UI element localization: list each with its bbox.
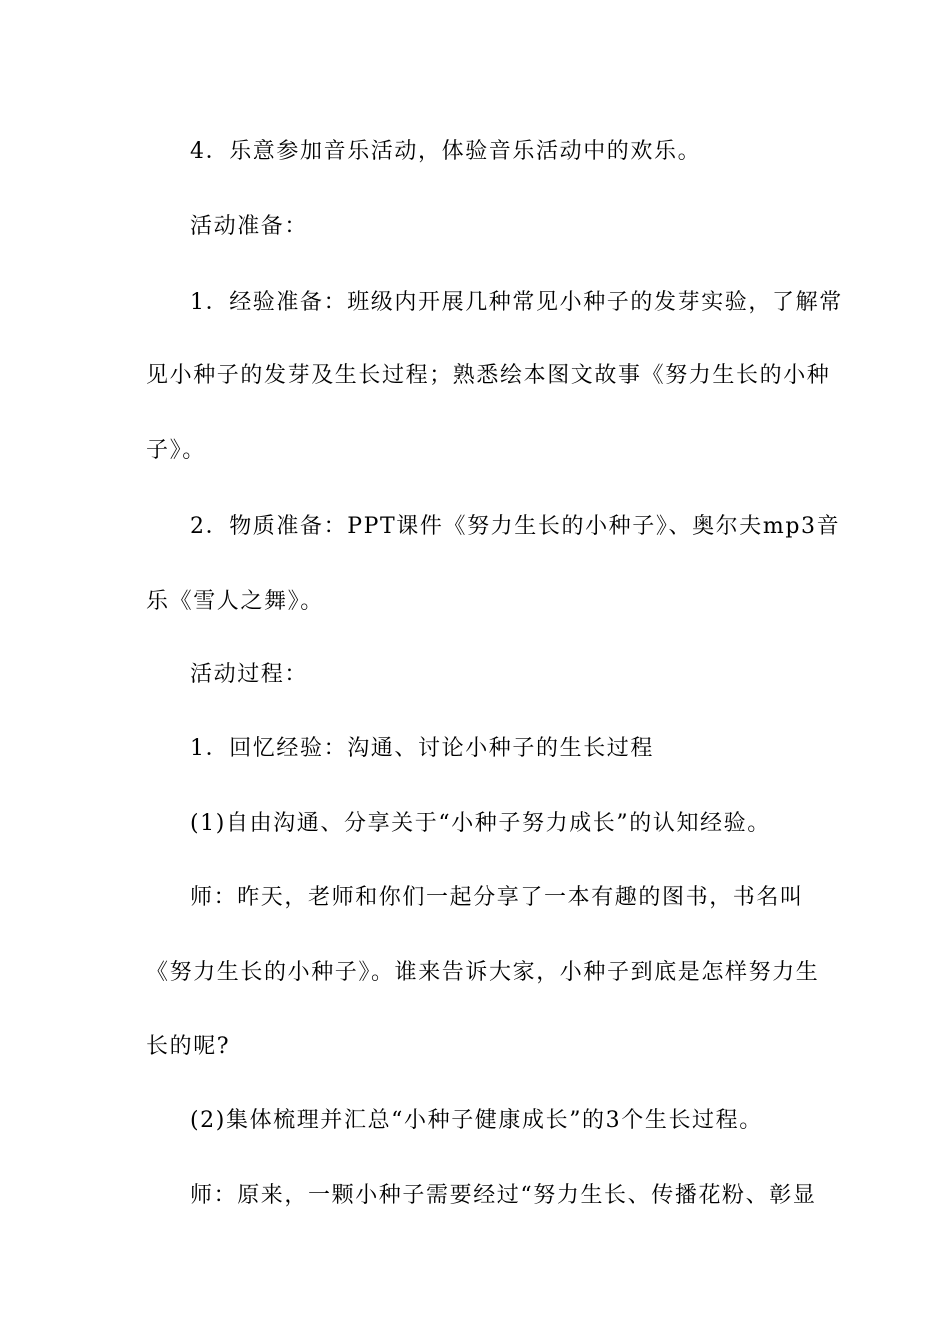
paragraph-line: 4．乐意参加音乐活动，体验音乐活动中的欢乐。 [190,139,702,164]
section-heading: 活动准备： [190,214,309,239]
paragraph-line: 乐《雪人之舞》。 [146,589,324,614]
paragraph-line: 1．经验准备：班级内开展几种常见小种子的发芽实验，了解常 [190,290,843,315]
paragraph-line: 长的呢? [146,1034,231,1059]
paragraph-line: (1)自由沟通、分享关于“小种子努力成长”的认知经验。 [190,811,771,836]
paragraph-line: (2)集体梳理并汇总“小种子健康成长”的3个生长过程。 [190,1108,763,1133]
paragraph-line: 《努力生长的小种子》。谁来告诉大家，小种子到底是怎样努力生 [146,960,820,985]
paragraph-line: 师：原来，一颗小种子需要经过“努力生长、传播花粉、彰显 [190,1183,817,1208]
paragraph-line: 师：昨天，老师和你们一起分享了一本有趣的图书，书名叫 [190,885,804,910]
paragraph-line: 子》。 [146,438,206,463]
paragraph-line: 见小种子的发芽及生长过程；熟悉绘本图文故事《努力生长的小种 [146,363,831,388]
paragraph-line: 1．回忆经验：沟通、讨论小种子的生长过程 [190,736,654,761]
section-heading: 活动过程： [190,662,309,687]
paragraph-line: 2．物质准备：PPT课件《努力生长的小种子》、奥尔夫mp3音 [190,514,841,539]
